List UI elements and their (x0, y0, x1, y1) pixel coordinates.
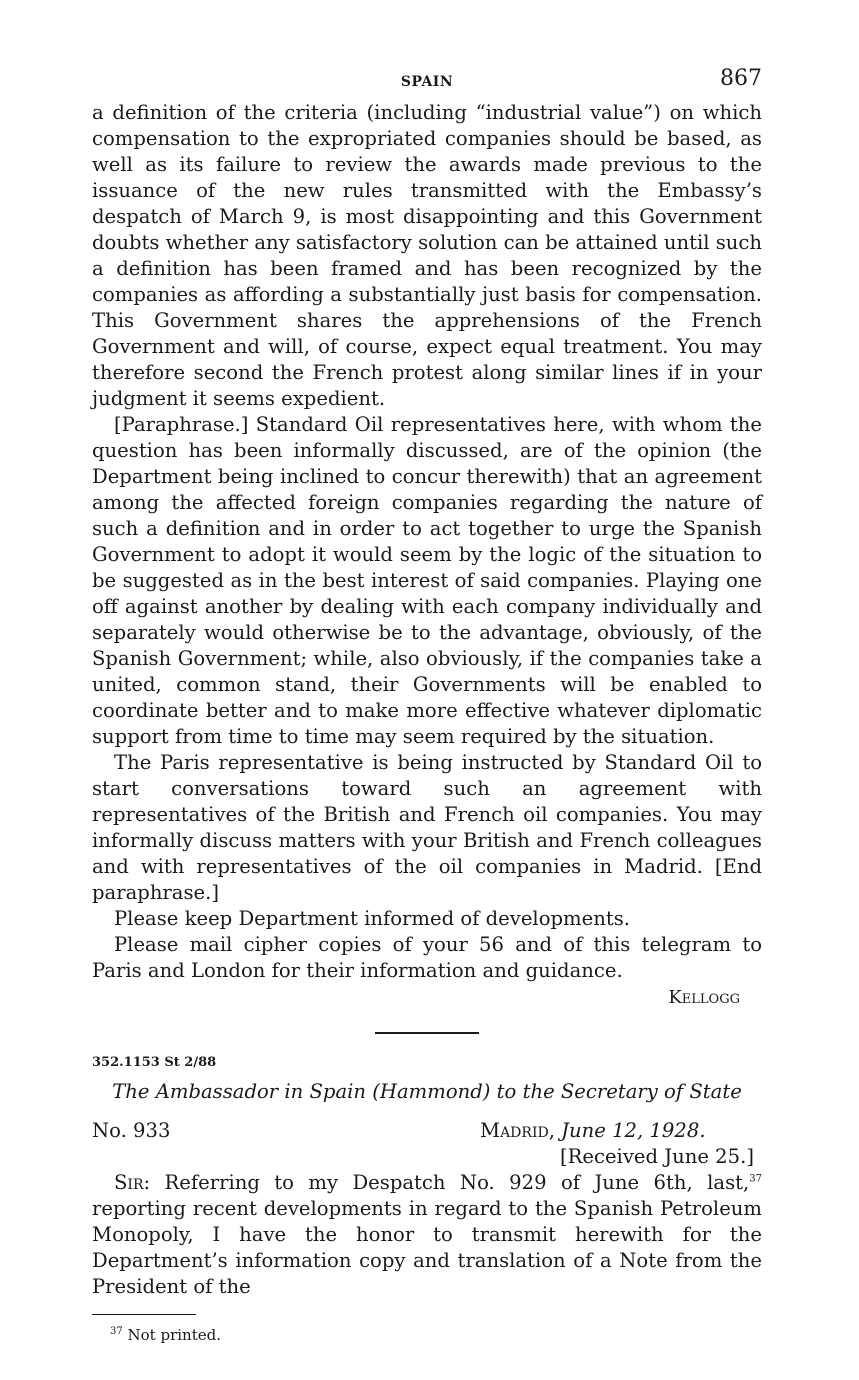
paragraph-mail-copies: Please mail cipher copies of your 56 and of this telegram to Paris and London for their information and guidance. (92, 933, 762, 982)
paragraph-continued: a definition of the criteria (including “industrial value”) on which compensation to the expropriated companies should be based, as well as its failure to review the awards made previous to the issuance of the new rules transmitted with the Embassy’s despatch of March 9, is most disappointing and this Government doubts whether any satisfactory solution can be attained until such a definition has been framed and has been recognized by the companies as affording a substantially just basis for compensation. This Government shares the apprehensions of the French Government and will, of course, expect equal treatment. You may therefore second the French protest along similar lines if in your judgment it seems expedient. (92, 101, 762, 410)
paragraph-keep-informed: Please keep Department informed of developments. (114, 907, 630, 930)
date: June 12, 1928. (561, 1119, 706, 1142)
salutation: Sir: (114, 1171, 151, 1194)
dateline (92, 1118, 762, 1144)
footnote (92, 1325, 762, 1345)
section-divider (375, 1032, 479, 1034)
place: Madrid, (480, 1119, 555, 1142)
despatch-number: No. 933 (92, 1119, 171, 1142)
page-number: 867 (720, 66, 762, 91)
running-head: SPAIN (400, 74, 454, 90)
received-date: [Received June 25.] (560, 1145, 754, 1168)
paragraph-paris: The Paris representative is being instructed by Standard Oil to start conversations toward such an agreement with representatives of the British and French oil companies. You may informally discuss matters with your British and French colleagues and with representatives of the oil companies in Madrid. [End paraphrase.] (92, 751, 762, 904)
signature: Kellogg (668, 987, 740, 1008)
footnote-divider (92, 1314, 196, 1315)
body-before-note: Referring to my Despatch No. 929 of June 6th, last, (164, 1171, 750, 1194)
paragraph-paraphrase: [Paraphrase.] Standard Oil representatives here, with whom the question has been informally discussed, are of the opinion (the Department being inclined to concur therewith) that an agreement among the affected foreign companies regarding the nature of such a definition and in order to act together to urge the Spanish Government to adopt it would seem by the logic of the situation to be suggested as in the best interest of said companies. Playing one off against another by dealing with each company individually and separately would otherwise be to the advantage, obviously, of the Spanish Government; while, also obviously, if the companies take a united, common stand, their Governments will be enabled to coordinate better and to make more effective whatever diplomatic support from time to time may seem required by the situation. (92, 413, 762, 748)
despatch-paragraph (92, 1170, 762, 1300)
place-date (480, 1118, 706, 1144)
footnote-reference[interactable]: 37 (749, 1173, 762, 1185)
footnote-marker: 37 (110, 1326, 123, 1337)
despatch-body (92, 1170, 762, 1300)
footnote-text: Not printed. (127, 1326, 221, 1344)
document-title: The Ambassador in Spain (Hammond) to the Secretary of State (112, 1080, 742, 1103)
document-page (92, 60, 762, 1345)
file-number: 352.1153 St 2/88 (92, 1055, 217, 1070)
body-after-note: reporting recent developments in regard to the Spanish Petroleum Monopoly, I have the honor to transmit herewith for the Department’s information copy and translation of a Note from the President of the (92, 1197, 762, 1298)
telegram-body (92, 100, 762, 984)
page-header (92, 60, 762, 100)
